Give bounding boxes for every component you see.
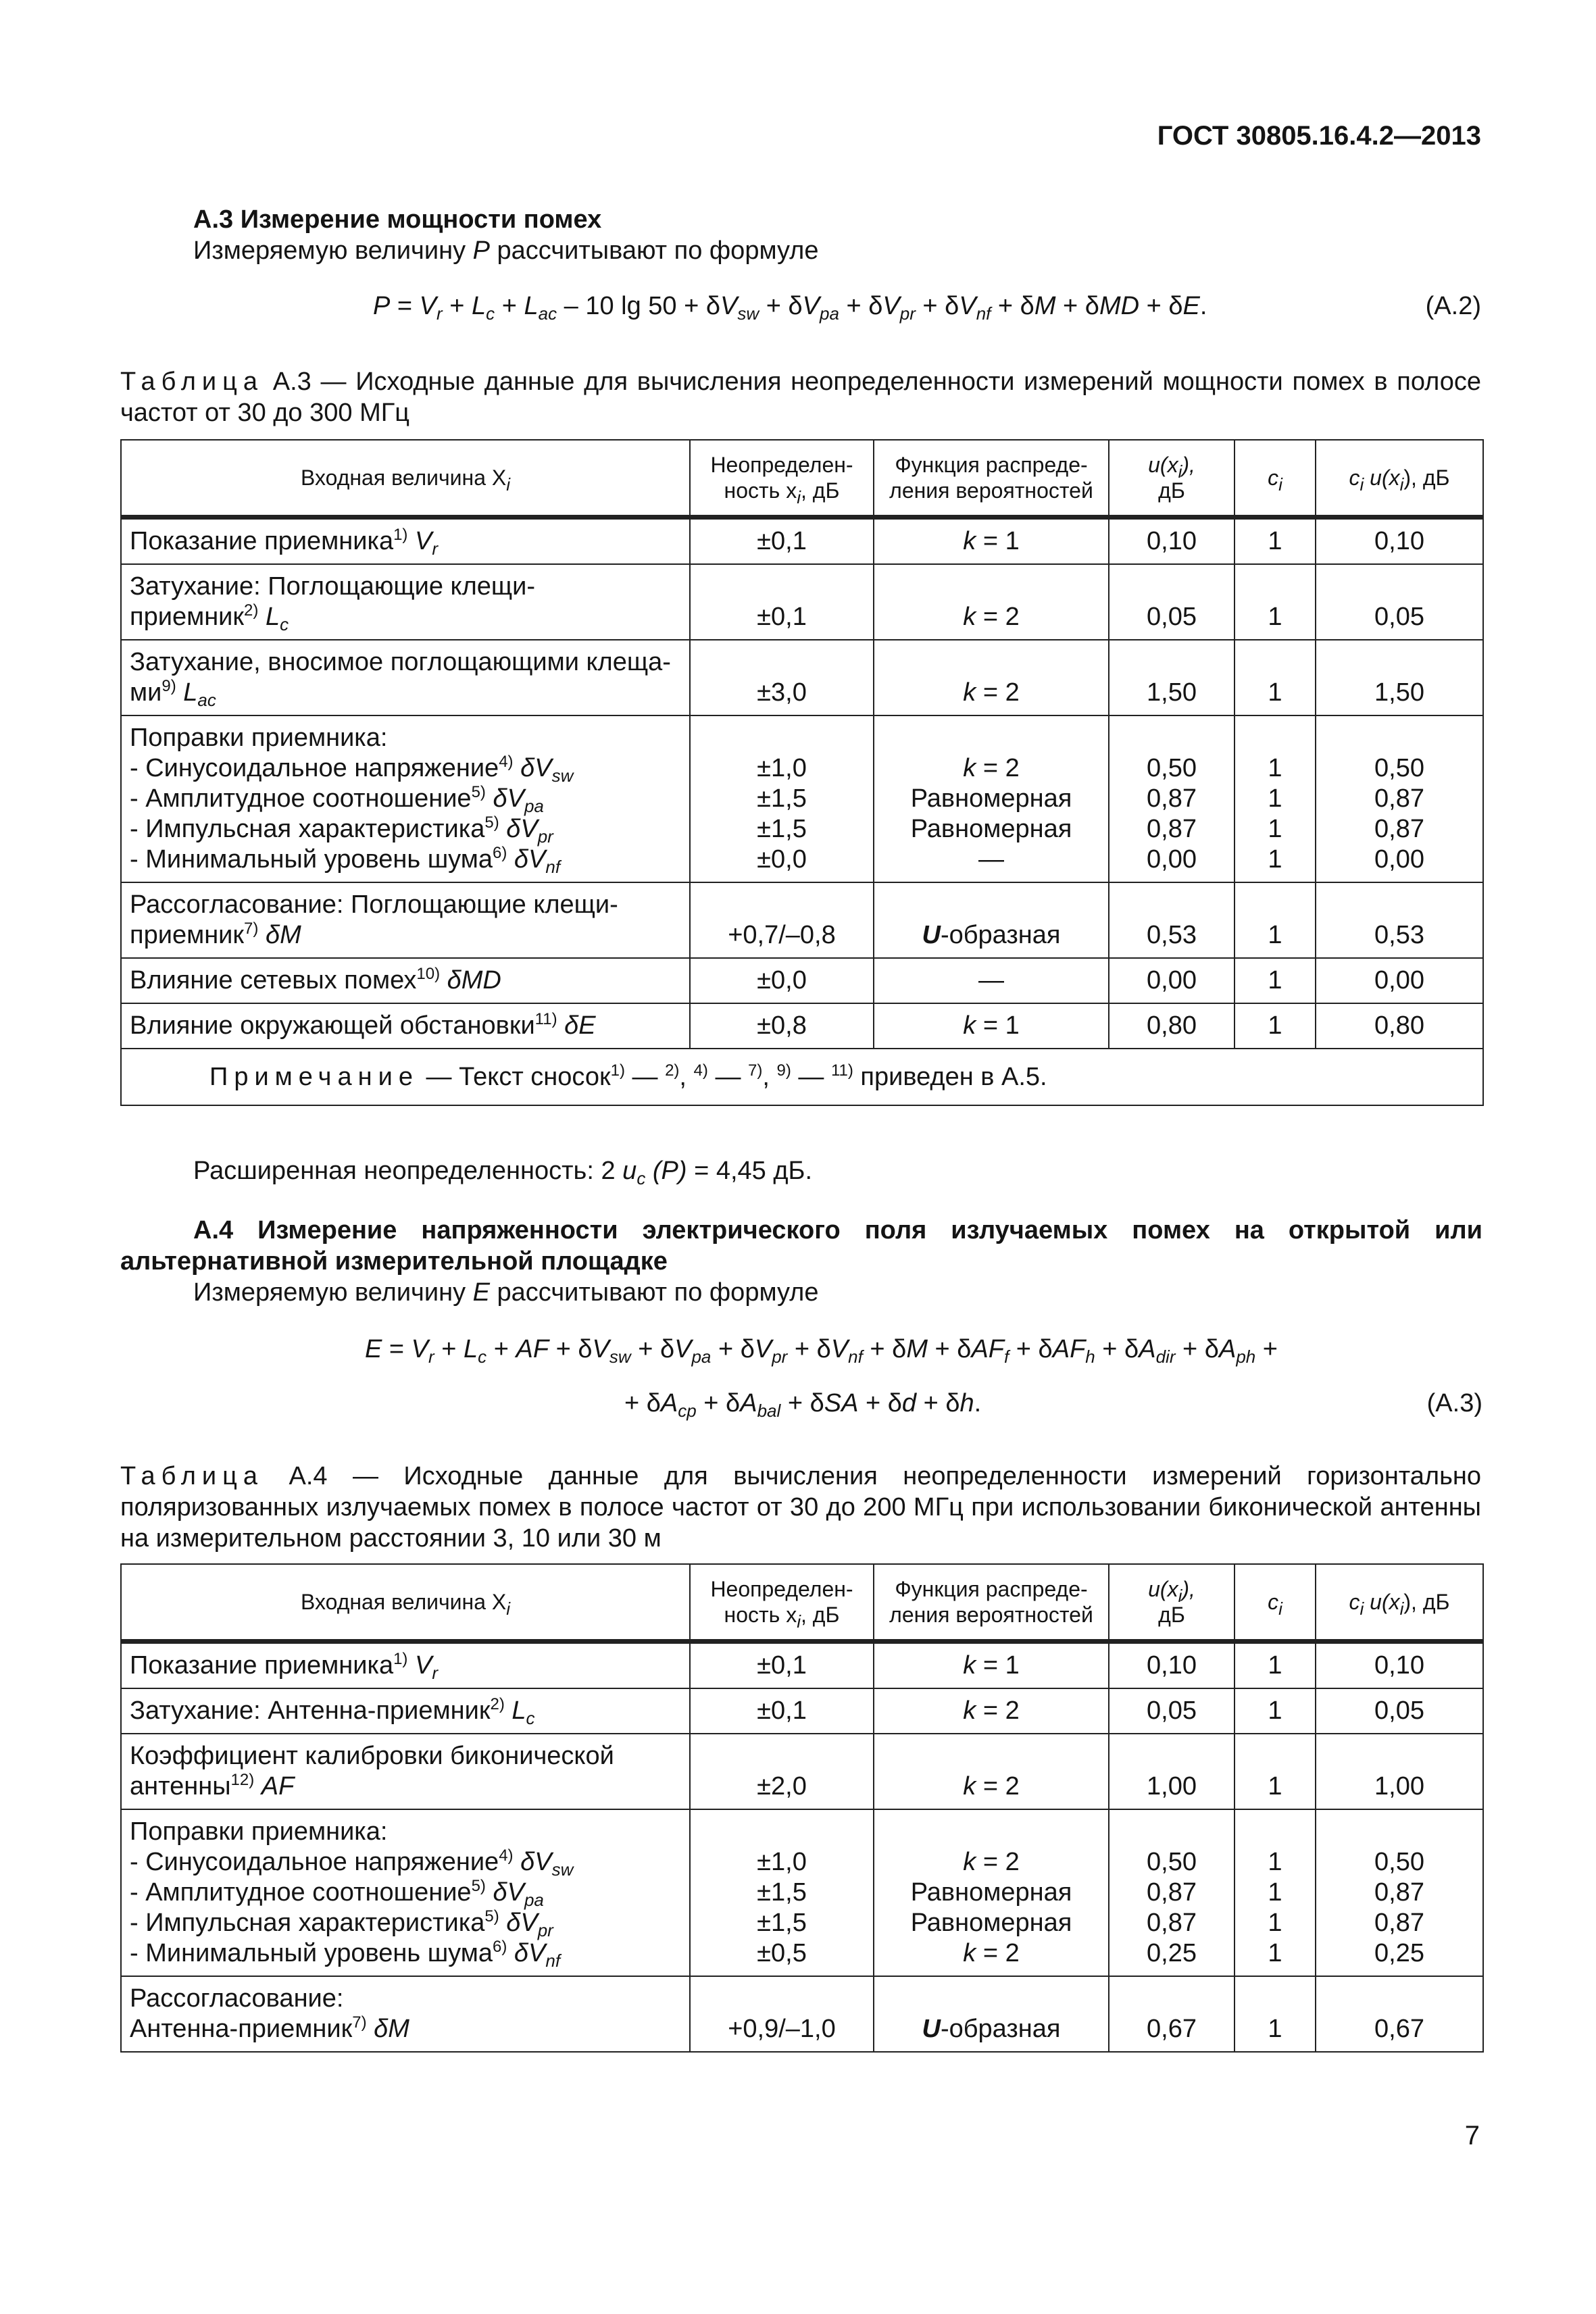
cell-cu — [1316, 519, 1483, 564]
cell-value: 1,00 — [1147, 1772, 1197, 1801]
cell-value: 0,00 — [1147, 845, 1197, 874]
cell-value: 1 — [1268, 1909, 1282, 1937]
cell-value: 0,10 — [1374, 1651, 1424, 1680]
cell-uncert — [690, 1809, 874, 1976]
cell-value: ±1,5 — [757, 815, 807, 843]
cell-value: 1 — [1268, 1651, 1282, 1680]
cell-value: 1 — [1268, 845, 1282, 874]
cell-value: 1,50 — [1147, 678, 1197, 707]
formula-a2: $P = V_r + L_c + L_{ac} - 10$ $\lg 50 + \delta V_{sw} + \delta V_{pa} + \delta V_{pr} + \delta V_{nf} + \delta M + \delta MD + \delta E$. (А.2) — [373, 292, 1481, 324]
col-header-input: Входная величина $X_i$ — [121, 440, 690, 517]
cell-c — [1235, 1976, 1316, 2052]
cell-value: Равномерная — [910, 1878, 1072, 1907]
cell-value: 0,50 — [1374, 754, 1424, 782]
table-row — [121, 564, 1483, 640]
cell-line: Затухание: Поглощающие клещи- — [130, 572, 536, 601]
cell-uncert — [690, 519, 874, 564]
cell-value: Равномерная — [910, 815, 1072, 843]
group-title: Поправки приемника: — [130, 724, 388, 752]
cell-uncert — [690, 1688, 874, 1734]
cell-c — [1235, 640, 1316, 715]
page-number: 7 — [1464, 2121, 1480, 2150]
cell-dist — [874, 1003, 1109, 1049]
cell-u — [1109, 958, 1235, 1003]
cell-line: Коэффициент калибровки биконической — [130, 1742, 614, 1770]
table-row — [121, 958, 1483, 1003]
cell-value: ±1,5 — [757, 1878, 807, 1907]
cell-value: 1 — [1268, 2015, 1282, 2043]
cell-value: 0,25 — [1374, 1939, 1424, 1967]
cell-value: 0,87 — [1147, 1878, 1197, 1907]
cell-value: 0,87 — [1147, 784, 1197, 813]
table-row — [121, 1643, 1483, 1688]
cell-dist — [874, 958, 1109, 1003]
col-header-uncertainty: Неопределен- ность $x_i$, дБ — [690, 1564, 874, 1641]
cell-value: 0,67 — [1374, 2015, 1424, 2043]
cell-value: 0,00 — [1374, 966, 1424, 995]
cell-value: ±1,5 — [757, 784, 807, 813]
cell-value: ±0,5 — [757, 1939, 807, 1967]
cell-u — [1109, 715, 1235, 882]
cell-value: ±0,1 — [757, 1696, 807, 1725]
cell-value: k = 2 — [963, 1848, 1020, 1876]
cell-value: 0,80 — [1147, 1011, 1197, 1040]
cell-c — [1235, 1003, 1316, 1049]
cell-cu — [1316, 640, 1483, 715]
group-item: - Импульсная характеристика$^{5)}$ $\delta V_{pr}$ — [130, 813, 553, 847]
cell-value: ±1,5 — [757, 1909, 807, 1937]
cell-line: Рассогласование: Поглощающие клещи- — [130, 890, 618, 919]
cell-cu — [1316, 1003, 1483, 1049]
cell-line: приемник$^{7)}$ δM — [130, 920, 301, 949]
table-row — [121, 1809, 1483, 1976]
cell-input-quantity — [121, 640, 690, 715]
cell-value: 1,50 — [1374, 678, 1424, 707]
section-a4-title: А.4 Измерение напряженности электрического поля излучаемых помех на открытой или альтернативной измерительной площадке — [120, 1216, 1482, 1276]
cell-value: Равномерная — [910, 1909, 1072, 1937]
equation-number-a3: (А.3) — [1426, 1389, 1482, 1417]
cell-value: 0,87 — [1147, 1909, 1197, 1937]
col-header-input: Входная величина $X_i$ — [121, 1564, 690, 1641]
cell-value: U-образная — [922, 2015, 1061, 2043]
cell-dist — [874, 519, 1109, 564]
cell-line: Влияние окружающей обстановки$^{11)}$ δE — [130, 1010, 596, 1040]
table-row — [121, 640, 1483, 715]
cell-input-quantity — [121, 958, 690, 1003]
group-item: - Синусоидальное напряжение$^{4)}$ $\delta V_{sw}$ — [130, 753, 574, 786]
cell-u — [1109, 1003, 1235, 1049]
cell-dist — [874, 715, 1109, 882]
cell-cu — [1316, 1809, 1483, 1976]
cell-value: 0,50 — [1147, 754, 1197, 782]
cell-value: 0,67 — [1147, 2015, 1197, 2043]
table-a3-caption: Таблица А.3 — Исходные данные для вычисления неопределенности измерений мощности помех в полосе частот от 30 до 300 МГц — [120, 368, 1481, 427]
cell-value: ±0,0 — [757, 966, 807, 995]
cell-uncert — [690, 1976, 874, 2052]
cell-value: 0,10 — [1147, 1651, 1197, 1680]
cell-value: k = 2 — [963, 1939, 1020, 1967]
cell-value: 0,53 — [1374, 921, 1424, 949]
group-item: - Синусоидальное напряжение$^{4)}$ $\delta V_{sw}$ — [130, 1846, 574, 1880]
col-header-cu: $c_i$ $u(x_i)$, дБ — [1316, 1564, 1483, 1641]
cell-c — [1235, 1734, 1316, 1809]
table-a4-caption: Таблица А.4 — Исходные данные для вычисления неопределенности измерений горизонтально поляризованных излучаемых помех в полосе частот от 30 до 200 МГц при использовании биконической антенны на измерительном расстоянии 3, 10 или 30 м — [120, 1462, 1482, 1553]
cell-uncert — [690, 640, 874, 715]
cell-value: 0,10 — [1374, 527, 1424, 555]
cell-value: k = 2 — [963, 1772, 1020, 1801]
cell-value: ±0,8 — [757, 1011, 807, 1040]
cell-input-quantity — [121, 564, 690, 640]
cell-dist — [874, 564, 1109, 640]
cell-value: k = 2 — [963, 678, 1020, 707]
cell-u — [1109, 882, 1235, 958]
table-a3 — [120, 439, 1484, 1106]
cell-value: 1 — [1268, 603, 1282, 631]
cell-dist — [874, 882, 1109, 958]
cell-uncert — [690, 1643, 874, 1688]
table-a4-body — [121, 1643, 1483, 2052]
col-header-distribution: Функция распреде- ления вероятностей — [874, 440, 1109, 517]
cell-u — [1109, 519, 1235, 564]
cell-c — [1235, 958, 1316, 1003]
cell-u — [1109, 1688, 1235, 1734]
cell-input-quantity — [121, 1688, 690, 1734]
cell-value: 0,87 — [1374, 1909, 1424, 1937]
cell-line: $ми^{9)}$ $L_{ac}$ — [130, 677, 216, 710]
cell-value: 1 — [1268, 921, 1282, 949]
cell-line: Затухание, вносимое поглощающими клеща- — [130, 648, 671, 676]
cell-line: Антенна-приемник$^{7)}$ δM — [130, 2013, 409, 2043]
cell-value: 0,53 — [1147, 921, 1197, 949]
cell-input-quantity — [121, 1809, 690, 1976]
col-header-cu: $c_i$ $u(x_i)$, дБ — [1316, 440, 1483, 517]
col-header-u: $u(x_i)$, дБ — [1109, 440, 1235, 517]
cell-value: 0,50 — [1147, 1848, 1197, 1876]
cell-value: 1 — [1268, 527, 1282, 555]
cell-value: ±2,0 — [757, 1772, 807, 1801]
cell-c — [1235, 1643, 1316, 1688]
cell-cu — [1316, 1643, 1483, 1688]
col-header-c: $c_i$ — [1235, 1564, 1316, 1641]
cell-value: ±0,1 — [757, 1651, 807, 1680]
cell-dist — [874, 1976, 1109, 2052]
cell-value: 0,87 — [1374, 815, 1424, 843]
cell-value: 1 — [1268, 815, 1282, 843]
group-item: - Амплитудное соотношение$^{5)}$ $\delta V_{pa}$ — [130, 783, 544, 816]
cell-line: Рассогласование: — [130, 1984, 344, 2013]
cell-c — [1235, 1809, 1316, 1976]
cell-dist — [874, 1734, 1109, 1809]
cell-c — [1235, 564, 1316, 640]
cell-value: 0,00 — [1147, 966, 1197, 995]
section-a3-title: А.3 Измерение мощности помех — [193, 205, 602, 234]
cell-input-quantity — [121, 715, 690, 882]
cell-value: k = 2 — [963, 754, 1020, 782]
table-row — [121, 1734, 1483, 1809]
cell-value: ±0,0 — [757, 845, 807, 874]
cell-value: 0,50 — [1374, 1848, 1424, 1876]
cell-cu — [1316, 1976, 1483, 2052]
cell-uncert — [690, 1734, 874, 1809]
cell-input-quantity — [121, 1003, 690, 1049]
table-row — [121, 1976, 1483, 2052]
document-number: ГОСТ 30805.16.4.2—2013 — [1157, 121, 1481, 151]
table-row — [121, 1688, 1483, 1734]
col-header-distribution: Функция распреде- ления вероятностей — [874, 1564, 1109, 1641]
cell-value: ±0,1 — [757, 527, 807, 555]
cell-cu — [1316, 715, 1483, 882]
cell-u — [1109, 564, 1235, 640]
cell-value: 1 — [1268, 784, 1282, 813]
cell-input-quantity — [121, 882, 690, 958]
cell-uncert — [690, 564, 874, 640]
col-header-u: $u(x_i)$, дБ — [1109, 1564, 1235, 1641]
cell-c — [1235, 519, 1316, 564]
cell-u — [1109, 640, 1235, 715]
cell-value: k = 1 — [963, 1011, 1020, 1040]
table-row — [121, 1003, 1483, 1049]
table-row — [121, 715, 1483, 882]
cell-value: 0,05 — [1147, 603, 1197, 631]
cell-uncert — [690, 958, 874, 1003]
cell-value: 0,87 — [1147, 815, 1197, 843]
group-item: - Импульсная характеристика$^{5)}$ $\delta V_{pr}$ — [130, 1907, 553, 1940]
table-a3-body — [121, 519, 1483, 1049]
cell-line: Показание приемника$^{1)}$ $V_r$ — [130, 1650, 439, 1683]
cell-value: Равномерная — [910, 784, 1072, 813]
table-a3-note: Примечание — Текст сносок$^{1)}$ — $^{2)}$, $^{4)}$ — $^{7)}$, $^{9)}$ — $^{11)}$ приведен в А.5. — [121, 1049, 1483, 1105]
cell-line: приемник$^{2)}$ $L_c$ — [130, 601, 289, 634]
group-item: - Минимальный уровень шума$^{6)}$ $\delta V_{nf}$ — [130, 844, 561, 877]
cell-value: 1 — [1268, 678, 1282, 707]
cell-value: 0,05 — [1374, 1696, 1424, 1725]
table-a4-header-row — [121, 1564, 1483, 1641]
cell-value: 1 — [1268, 966, 1282, 995]
cell-value: ±1,0 — [757, 754, 807, 782]
cell-input-quantity — [121, 1643, 690, 1688]
table-a3-note-row — [121, 1049, 1483, 1105]
table-row — [121, 882, 1483, 958]
cell-uncert — [690, 882, 874, 958]
group-title: Поправки приемника: — [130, 1817, 388, 1846]
cell-value: 1 — [1268, 1848, 1282, 1876]
col-header-c: $c_i$ — [1235, 440, 1316, 517]
cell-line: антенны$^{12)}$ AF — [130, 1771, 295, 1801]
cell-value: 0,87 — [1374, 1878, 1424, 1907]
cell-u — [1109, 1976, 1235, 2052]
cell-c — [1235, 1688, 1316, 1734]
cell-cu — [1316, 882, 1483, 958]
cell-value: 0,80 — [1374, 1011, 1424, 1040]
cell-u — [1109, 1734, 1235, 1809]
cell-value: 0,05 — [1147, 1696, 1197, 1725]
cell-value: k = 2 — [963, 1696, 1020, 1725]
cell-value: 0,87 — [1374, 784, 1424, 813]
cell-value: +0,9/–1,0 — [728, 2015, 836, 2043]
formula-a3-line2: + $\delta A_{cp} + \delta A_{bal} + \delta SA + \delta d + \delta h$. (А.3) — [624, 1389, 1482, 1421]
cell-uncert — [690, 1003, 874, 1049]
cell-value: 1 — [1268, 1939, 1282, 1967]
cell-input-quantity — [121, 1976, 690, 2052]
cell-value: 1,00 — [1374, 1772, 1424, 1801]
cell-line: Затухание: Антенна-приемник$^{2)}$ $L_c$ — [130, 1695, 535, 1728]
cell-input-quantity — [121, 1734, 690, 1809]
cell-cu — [1316, 1734, 1483, 1809]
cell-line: Показание приемника$^{1)}$ $V_r$ — [130, 526, 439, 559]
cell-cu — [1316, 564, 1483, 640]
cell-value: 1 — [1268, 1772, 1282, 1801]
formula-a3-line1: $E = V_r + L_c$ + AF + $\delta V_{sw} + \delta V_{pa} + \delta V_{pr} + \delta V_{nf} + \delta M + \delta AF_f + \delta AF_h + \delta A_{dir} + \delta A_{ph}$ + — [365, 1335, 1278, 1367]
cell-c — [1235, 715, 1316, 882]
cell-value: 1 — [1268, 1878, 1282, 1907]
table-a3-header-row — [121, 440, 1483, 517]
cell-value: ±0,1 — [757, 603, 807, 631]
cell-dist — [874, 1809, 1109, 1976]
cell-cu — [1316, 958, 1483, 1003]
cell-line: Влияние сетевых помех$^{10)}$ δMD — [130, 965, 501, 995]
group-item: - Амплитудное соотношение$^{5)}$ $\delta V_{pa}$ — [130, 1877, 544, 1910]
cell-value: 1 — [1268, 754, 1282, 782]
table-row — [121, 519, 1483, 564]
cell-c — [1235, 882, 1316, 958]
cell-dist — [874, 1643, 1109, 1688]
group-item: - Минимальный уровень шума$^{6)}$ $\delta V_{nf}$ — [130, 1938, 561, 1971]
cell-uncert — [690, 715, 874, 882]
expanded-uncertainty-a3: Расширенная неопределенность: 2 $u_c$ (P) = 4,45 дБ. — [193, 1157, 813, 1188]
cell-cu — [1316, 1688, 1483, 1734]
cell-value: 0,00 — [1374, 845, 1424, 874]
cell-dist — [874, 1688, 1109, 1734]
cell-value: — — [978, 966, 1004, 995]
cell-input-quantity — [121, 519, 690, 564]
cell-value: 1 — [1268, 1011, 1282, 1040]
cell-u — [1109, 1809, 1235, 1976]
cell-value: — — [978, 845, 1004, 874]
cell-dist — [874, 640, 1109, 715]
cell-value: k = 1 — [963, 1651, 1020, 1680]
cell-value: +0,7/–0,8 — [728, 921, 836, 949]
cell-value: U-образная — [922, 921, 1061, 949]
table-a4 — [120, 1563, 1484, 2053]
cell-value: 0,05 — [1374, 603, 1424, 631]
equation-number-a2: (А.2) — [1425, 292, 1481, 320]
cell-u — [1109, 1643, 1235, 1688]
cell-value: k = 1 — [963, 527, 1020, 555]
section-a3-intro: Измеряемую величину P рассчитывают по формуле — [193, 236, 819, 265]
cell-value: k = 2 — [963, 603, 1020, 631]
cell-value: ±1,0 — [757, 1848, 807, 1876]
cell-value: 0,25 — [1147, 1939, 1197, 1967]
cell-value: 0,10 — [1147, 527, 1197, 555]
cell-value: ±3,0 — [757, 678, 807, 707]
col-header-uncertainty: Неопределен- ность $x_i$, дБ — [690, 440, 874, 517]
cell-value: 1 — [1268, 1696, 1282, 1725]
section-a4-intro: Измеряемую величину E рассчитывают по формуле — [193, 1278, 819, 1307]
